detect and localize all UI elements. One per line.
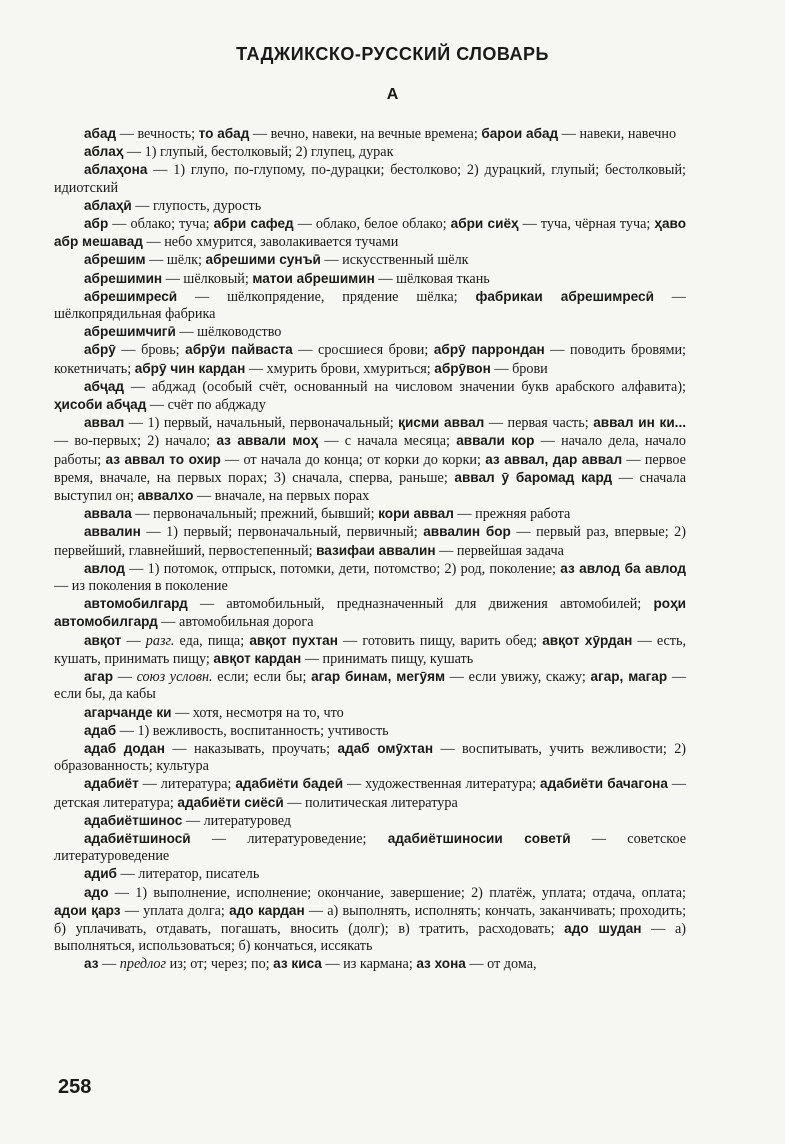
headword: то абад: [198, 126, 250, 141]
headword: агар, магар: [590, 669, 668, 685]
dictionary-entry: [54, 251, 686, 269]
dictionary-entry: [54, 270, 686, 288]
dictionary-entry: [54, 722, 686, 740]
headword: фабрикаи абрешимресӣ: [475, 288, 654, 304]
definition-text: — первейшая задача: [435, 542, 564, 559]
definition-text: — бровь;: [115, 342, 186, 359]
definition-text: — шёлковый;: [162, 270, 253, 287]
definition-text: — первоначальный; прежний, бывший;: [131, 506, 379, 523]
definition-text: — шёлкопрядильная фабрика: [54, 288, 686, 323]
definition-text: — принимать пищу, кушать: [301, 650, 474, 667]
dictionary-entry: [54, 143, 686, 161]
headword: матои абрешимин: [252, 270, 375, 286]
definition-text: — 1) выполнение, исполнение; окончание, завершение; 2) платёж, уплата; отдача, оплата;: [108, 884, 686, 901]
dictionary-entry: [54, 884, 686, 956]
definition-text: — абджад (особый счёт, основанный на числовом значении букв арабского алфавита);: [124, 378, 686, 395]
headword: аввал ӯ баромад кард: [454, 469, 613, 485]
headword: адаб: [84, 722, 117, 738]
headword: ҳаво абр мешавад: [54, 216, 687, 250]
definition-text: — первое время, вначале, на первых порах; 3) сначала, сперва, раньше;: [54, 451, 686, 486]
dictionary-entry: [54, 505, 686, 523]
headword: аз хона: [416, 956, 466, 972]
definition-text: — шёлк;: [145, 252, 206, 269]
dictionary-entry: [54, 704, 686, 722]
definition-text: —: [121, 632, 146, 649]
definition-text: — шёлководство: [175, 324, 282, 341]
dictionary-entry: [54, 323, 686, 341]
dictionary-entry: [54, 775, 686, 811]
definition-text: — готовить пищу, варить обед;: [337, 632, 543, 649]
headword: адиб: [84, 866, 117, 882]
dictionary-entry: [54, 812, 686, 830]
definition-text: — литература;: [138, 776, 236, 793]
headword: абрӯ паррондан: [433, 342, 545, 358]
headword: аввал ин ки...: [593, 415, 687, 431]
headword: адабиёт: [84, 776, 139, 792]
dictionary-entry: [54, 125, 686, 143]
definition-text: — детская литература;: [54, 776, 687, 811]
headword: адои қарз: [54, 902, 121, 918]
definition-text: —: [98, 956, 120, 973]
definition-text: — счёт по абджаду: [146, 397, 266, 414]
headword: агарчанде ки: [84, 704, 172, 720]
definition-text: — 1) глупый, бестолковый; 2) глупец, дурак: [123, 144, 394, 161]
definition-text: — сначала выступил он;: [54, 469, 687, 505]
headword: адабиётшиносии советӣ: [387, 830, 571, 846]
headword: адо шудан: [564, 920, 642, 936]
dictionary-entry: [54, 955, 686, 973]
definition-text: — есть, кушать, принимать пищу;: [54, 632, 686, 667]
definition-text: — а) выполняться, использоваться; б) кончаться, иссякать: [54, 920, 686, 955]
dictionary-entry: [54, 414, 686, 505]
headword: аввали кор: [456, 433, 535, 449]
headword: аблаҳ: [84, 144, 124, 160]
dictionary-entry: [54, 632, 686, 668]
definition-text: — от дома,: [465, 956, 537, 973]
headword: аз аввал то охир: [105, 451, 221, 467]
headword: агар бинам, мегӯям: [311, 669, 446, 685]
dictionary-entry: [54, 215, 686, 251]
headword: адаб додан: [84, 740, 165, 756]
definition-text: — а) выполнять, исполнять; кончать, заканчивать; проходить; б) уплачивать, отдавать, погашать, вносить (долг); в) тратить, расходовать;: [54, 902, 687, 937]
dictionary-entry: [54, 830, 686, 865]
headword: адабиёти бадеӣ: [235, 776, 344, 792]
definition-text: — облако, белое облако;: [293, 216, 451, 233]
definition-text: — прежняя работа: [453, 506, 571, 523]
headword: аввалин бор: [423, 524, 511, 540]
headword: аблаҳӣ: [84, 197, 132, 213]
headword: адабиётшинос: [84, 812, 183, 828]
definition-text: — вечность;: [116, 126, 199, 142]
headword: аз авлод ба авлод: [560, 560, 686, 576]
grammar-note: предлог: [119, 956, 167, 973]
headword: абр: [84, 216, 109, 232]
grammar-note: союз условн.: [136, 669, 213, 686]
definition-text: — если увижу, скажу;: [445, 669, 591, 686]
headword: аблаҳона: [84, 162, 148, 178]
headword: қисми аввал: [398, 415, 485, 431]
definition-text: — поводить бровями; кокетничать;: [54, 342, 686, 377]
definition-text: — вечно, навеки, на вечные времена;: [249, 126, 482, 142]
headword: авқот: [84, 632, 122, 648]
dictionary-entry: [54, 197, 686, 215]
definition-text: — шёлкопрядение, прядение шёлка;: [177, 288, 476, 305]
headword: авлод: [84, 560, 125, 576]
definition-text: — уплата долга;: [120, 902, 230, 919]
headword: авқот кардан: [213, 650, 302, 666]
definition-text: еда, пища;: [174, 632, 250, 649]
headword: абрӯ: [84, 342, 116, 358]
definition-text: — если бы, да кабы: [54, 669, 687, 703]
definition-text: — 1) вежливость, воспитанность; учтивость: [116, 722, 389, 739]
definition-text: — облако; туча;: [108, 216, 214, 233]
definition-text: — 1) потомок, отпрыск, потомки, дети, потомство; 2) род, поколение;: [124, 560, 561, 577]
definition-text: из; от; через; по;: [166, 956, 274, 973]
definition-text: — воспитывать, учить вежливости; 2) образованность; культура: [54, 740, 687, 775]
definition-text: — глупость, дурость: [131, 197, 262, 214]
page-number: 258: [58, 1076, 92, 1098]
definition-text: если; если бы;: [212, 669, 312, 686]
headword: кори аввал: [378, 506, 454, 522]
definition-text: — первая часть;: [484, 415, 594, 432]
definition-text: — шёлковая ткань: [374, 270, 490, 287]
headword: вазифаи аввалин: [316, 542, 436, 558]
headword: барои абад: [481, 126, 559, 141]
definition-text: — 1) первый; первоначальный, первичный;: [140, 524, 424, 541]
definition-text: — автомобильный, предназначенный для движения автомобилей;: [187, 596, 654, 613]
definition-text: — наказывать, проучать;: [164, 740, 338, 757]
definition-text: — автомобильная дорога: [157, 614, 314, 631]
headword: адабиётшиносӣ: [84, 830, 191, 846]
definition-text: —: [113, 669, 137, 686]
dictionary-entry: [54, 161, 686, 196]
headword: адаб омӯхтан: [337, 740, 434, 756]
dictionary-entry: [54, 288, 686, 323]
definition-text: — начало дела, начало работы;: [54, 433, 687, 468]
headword: абрӯи пайваста: [185, 342, 293, 358]
definition-text: — из поколения в поколение: [54, 578, 228, 595]
definition-text: — вначале, на первых порах: [193, 488, 370, 505]
definition-text: — с начала месяца;: [318, 433, 457, 450]
dictionary-entry: [54, 595, 686, 631]
headword: абрешимресӣ: [84, 288, 178, 304]
dictionary-entry: [54, 341, 686, 377]
headword: абрешими сунъӣ: [205, 252, 321, 268]
headword: авқот пухтан: [249, 632, 338, 648]
section-letter: А: [386, 86, 399, 103]
headword: аввал: [84, 415, 125, 431]
headword: аввалхо: [137, 488, 194, 504]
headword: абад: [84, 126, 117, 141]
definition-text: — литературовед: [182, 812, 292, 829]
headword: аз: [84, 956, 99, 972]
headword: абрешимин: [84, 270, 163, 286]
dictionary-entry: [54, 523, 686, 559]
headword: абрӯвон: [434, 360, 491, 376]
headword: абри сиёҳ: [450, 216, 519, 232]
headword: адабиёти бачагона: [540, 776, 668, 792]
dictionary-entry: [54, 560, 686, 595]
definition-text: — от начала до конца; от корки до корки;: [220, 451, 486, 468]
headword: адабиёти сиёсӣ: [177, 794, 284, 810]
headword: абрешим: [84, 252, 146, 268]
headword: ҳисоби абҷад: [54, 397, 147, 413]
dictionary-entry: [54, 865, 686, 883]
dictionary-entries: [54, 125, 686, 974]
dictionary-title: ТАДЖИКСКО-РУССКИЙ СЛОВАРЬ: [236, 44, 549, 64]
definition-text: — советское литературоведение: [54, 830, 687, 865]
definition-text: — литератор, писатель: [116, 866, 260, 883]
headword: аз аввали моҳ: [216, 433, 319, 449]
headword: аввалин: [84, 524, 141, 540]
definition-text: — политическая литература: [283, 794, 458, 811]
headword: роҳи автомобилгард: [54, 596, 686, 630]
headword: аз аввал, дар аввал: [485, 451, 623, 467]
definition-text: — сросшиеся брови;: [292, 342, 434, 359]
definition-text: — литературоведение;: [190, 830, 388, 847]
definition-text: — брови: [490, 360, 548, 377]
dictionary-entry: [54, 740, 686, 775]
definition-text: — навеки, навечно: [558, 126, 677, 142]
grammar-note: разг.: [145, 632, 175, 649]
definition-text: — художественная литература;: [343, 776, 541, 793]
headword: адо: [84, 884, 109, 900]
definition-text: — 1) первый, начальный, первоначальный;: [124, 415, 399, 432]
dictionary-entry: [54, 668, 686, 703]
dictionary-entry: [54, 378, 686, 414]
headword: абрӯ чин кардан: [134, 360, 246, 376]
definition-text: — хмурить брови, хмуриться;: [245, 360, 435, 377]
definition-text: — 1) глупо, по-глупому, по-дурацки; бестолково; 2) дурацкий, глупый; бестолковый; идиотский: [54, 162, 686, 196]
definition-text: — хотя, несмотря на то, что: [171, 704, 344, 721]
headword: абрешимчигӣ: [84, 324, 176, 340]
headword: адо кардан: [229, 902, 305, 918]
headword: аз киса: [273, 956, 322, 972]
definition-text: — первый раз, впервые; 2) первейший, главнейший, первостепенный;: [54, 524, 686, 559]
definition-text: — искусственный шёлк: [320, 252, 469, 269]
definition-text: — во-первых; 2) начало;: [54, 433, 217, 450]
headword: агар: [84, 669, 114, 685]
headword: абҷад: [84, 378, 125, 394]
definition-text: — из кармана;: [321, 956, 417, 973]
headword: аввала: [84, 506, 132, 522]
definition-text: — туча, чёрная туча;: [518, 216, 655, 233]
definition-text: — небо хмурится, заволакивается тучами: [142, 234, 399, 251]
headword: авқот хӯрдан: [542, 632, 633, 648]
headword: автомобилгард: [84, 596, 188, 612]
headword: абри сафед: [213, 216, 294, 232]
